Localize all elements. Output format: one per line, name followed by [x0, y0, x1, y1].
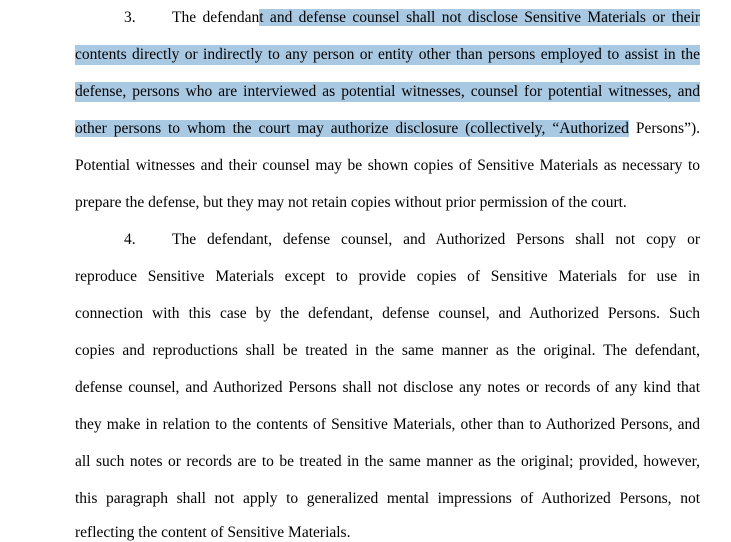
- paragraph-4-line-2: [75, 267, 700, 287]
- paragraph-3-line-3: [75, 82, 700, 102]
- paragraph-4-line-3: [75, 304, 700, 324]
- text-run: prepare the defense, but they may not retain copies without prior permission of the court.: [75, 194, 627, 211]
- paragraph-4-line-6: [75, 415, 700, 435]
- paragraph-4-line-9: [75, 523, 700, 542]
- paragraph-3-line-1: [124, 8, 700, 28]
- highlighted-text[interactable]: t and defense counsel shall not disclose Sensitive Materials or their: [259, 9, 700, 26]
- text-run: this paragraph shall not apply to generalized mental impressions of Authorized Persons, not: [75, 490, 700, 507]
- paragraph-4-line-8: [75, 489, 700, 509]
- highlighted-text[interactable]: other persons to whom the court may authorize disclosure (collectively, “Authorized: [75, 120, 629, 137]
- text-run: Potential witnesses and their counsel may be shown copies of Sensitive Materials as necessary to: [75, 157, 700, 174]
- text-run: Persons”).: [628, 120, 700, 137]
- text-run: copies and reproductions shall be treated in the same manner as the original. The defendant,: [75, 342, 700, 359]
- paragraph-4-line-7: [75, 452, 700, 472]
- paragraph-4-line-1: [124, 230, 700, 250]
- text-run: all such notes or records are to be treated in the same manner as the original; provided, however,: [75, 453, 700, 470]
- paragraph-4-line-4: [75, 341, 700, 361]
- text-run: The defendant, defense counsel, and Authorized Persons shall not copy or: [172, 231, 700, 248]
- highlighted-text[interactable]: defense, persons who are interviewed as potential witnesses, counsel for potential witnesses, and: [75, 83, 700, 100]
- text-run: connection with this case by the defendant, defense counsel, and Authorized Persons. Such: [75, 305, 700, 322]
- text-run: defense counsel, and Authorized Persons shall not disclose any notes or records of any kind that: [75, 379, 700, 396]
- paragraph-4-line-5: [75, 378, 700, 398]
- paragraph-3-number: 3.: [124, 9, 136, 26]
- text-run: The defendan: [172, 9, 260, 26]
- paragraph-3-line-6: [75, 193, 700, 213]
- paragraph-4-number: 4.: [124, 231, 136, 248]
- paragraph-3-line-4: [75, 119, 700, 139]
- paragraph-3-line-2: [75, 45, 700, 65]
- text-run: reflecting the content of Sensitive Materials.: [75, 524, 351, 541]
- text-run: they make in relation to the contents of Sensitive Materials, other than to Authorized Persons, and: [75, 416, 700, 433]
- paragraph-3-line-5: [75, 156, 700, 176]
- text-run: reproduce Sensitive Materials except to provide copies of Sensitive Materials for use in: [75, 268, 700, 285]
- highlighted-text[interactable]: contents directly or indirectly to any person or entity other than persons employed to assist in the: [75, 46, 700, 63]
